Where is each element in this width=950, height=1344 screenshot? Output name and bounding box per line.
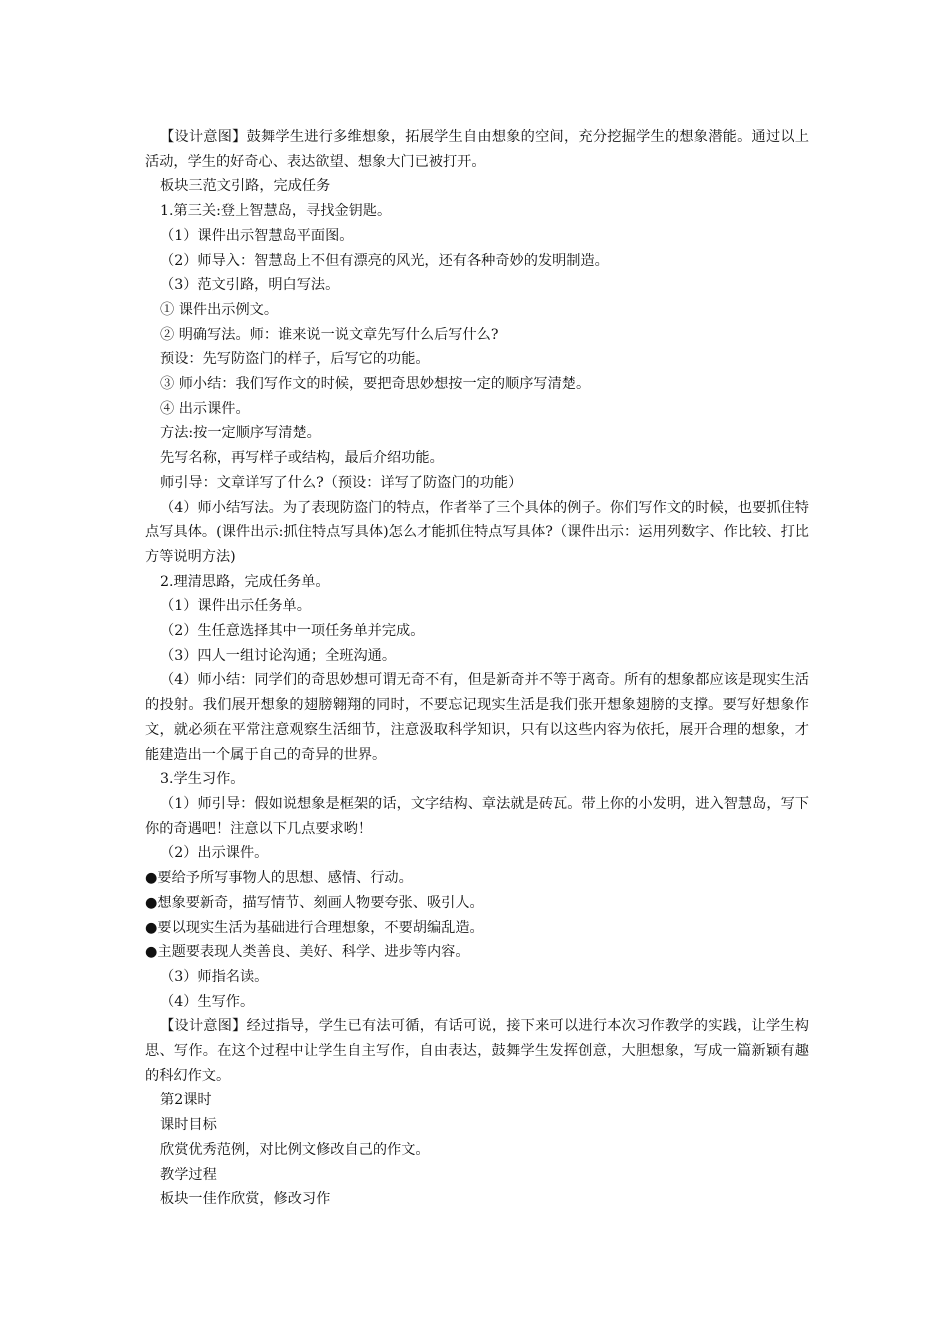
paragraph: （3）四人一组讨论沟通；全班沟通。: [160, 647, 397, 664]
paragraph: （2）师导入：智慧岛上不但有漂亮的风光，还有各种奇妙的发明制造。: [160, 252, 609, 269]
paragraph: ③ 师小结：我们写作文的时候，要把奇思妙想按一定的顺序写清楚。: [160, 376, 591, 393]
paragraph: 板块三范文引路，完成任务: [160, 178, 331, 195]
paragraph: 2.理清思路，完成任务单。: [160, 573, 330, 590]
paragraph: ●要以现实生活为基础进行合理想象，不要胡编乱造。: [145, 919, 484, 936]
paragraph: （3）范文引路，明白写法。: [160, 277, 340, 294]
paragraph: 先写名称，再写样子或结构，最后介绍功能。: [160, 450, 444, 467]
paragraph: 【设计意图】鼓舞学生进行多维想象，拓展学生自由想象的空间，充分挖掘学生的想象潜能。通过以上活动，学生的好奇心、表达欲望、想象大门已被打开。: [145, 129, 809, 170]
paragraph: 1.第三关:登上智慧岛，寻找金钥匙。: [160, 203, 392, 220]
paragraph: 课时目标: [160, 1117, 217, 1134]
paragraph: ●要给予所写事物人的思想、感情、行动。: [145, 870, 413, 887]
paragraph: （4）师小结写法。为了表现防盗门的特点，作者举了三个具体的例子。你们写作文的时候，也要抓住特点写具体。(课件出示:抓住特点写具体)怎么才能抓住特点写具体?（课件出示：运用列数字、作比较、打比方等说明方法): [145, 499, 809, 565]
document-body: [145, 125, 809, 1212]
paragraph: （1）课件出示任务单。: [160, 598, 311, 615]
paragraph: （2）出示课件。: [160, 845, 269, 862]
paragraph: 3.学生习作。: [160, 771, 245, 788]
paragraph: 【设计意图】经过指导，学生已有法可循，有话可说，接下来可以进行本次习作教学的实践，让学生构思、写作。在这个过程中让学生自主写作，自由表达，鼓舞学生发挥创意，大胆想象，写成一篇新颖有趣的科幻作文。: [145, 1018, 809, 1084]
paragraph: （1）师引导：假如说想象是框架的话，文字结构、章法就是砖瓦。带上你的小发明，进入智慧岛，写下你的奇遇吧！注意以下几点要求哟！: [145, 795, 809, 837]
paragraph: ●主题要表现人类善良、美好、科学、进步等内容。: [145, 944, 470, 961]
paragraph: ④ 出示课件。: [160, 400, 250, 417]
paragraph: 欣赏优秀范例，对比例文修改自己的作文。: [160, 1141, 430, 1158]
paragraph: （4）生写作。: [160, 993, 255, 1010]
paragraph: 预设：先写防盗门的样子，后写它的功能。: [160, 351, 430, 368]
paragraph: ●想象要新奇，描写情节、刻画人物要夸张、吸引人。: [145, 894, 484, 911]
paragraph: （2）生任意选择其中一项任务单并完成。: [160, 623, 425, 640]
paragraph: （4）师小结：同学们的奇思妙想可谓无奇不有，但是新奇并不等于离奇。所有的想象都应该是现实生活的投射。我们展开想象的翅膀翱翔的同时，不要忘记现实生活是我们张开想象翅膀的支撑。要写好想象作文，就必须在平常注意观察生活细节，注意汲取科学知识，只有以这些内容为依托，展开合理的想象，才能建造出一个属于自己的奇异的世界。: [145, 672, 809, 763]
paragraph: ② 明确写法。师：谁来说一说文章先写什么后写什么?: [160, 326, 499, 343]
paragraph: 第2课时: [160, 1092, 212, 1109]
paragraph: 板块一佳作欣赏，修改习作: [160, 1191, 331, 1208]
paragraph: （3）师指名读。: [160, 968, 269, 985]
paragraph: ① 课件出示例文。: [160, 301, 279, 318]
paragraph: 方法:按一定顺序写清楚。: [160, 425, 321, 442]
paragraph: （1）课件出示智慧岛平面图。: [160, 227, 354, 244]
paragraph: 师引导：文章详写了什么?（预设：详写了防盗门的功能）: [160, 474, 523, 491]
paragraph: 教学过程: [160, 1166, 217, 1183]
